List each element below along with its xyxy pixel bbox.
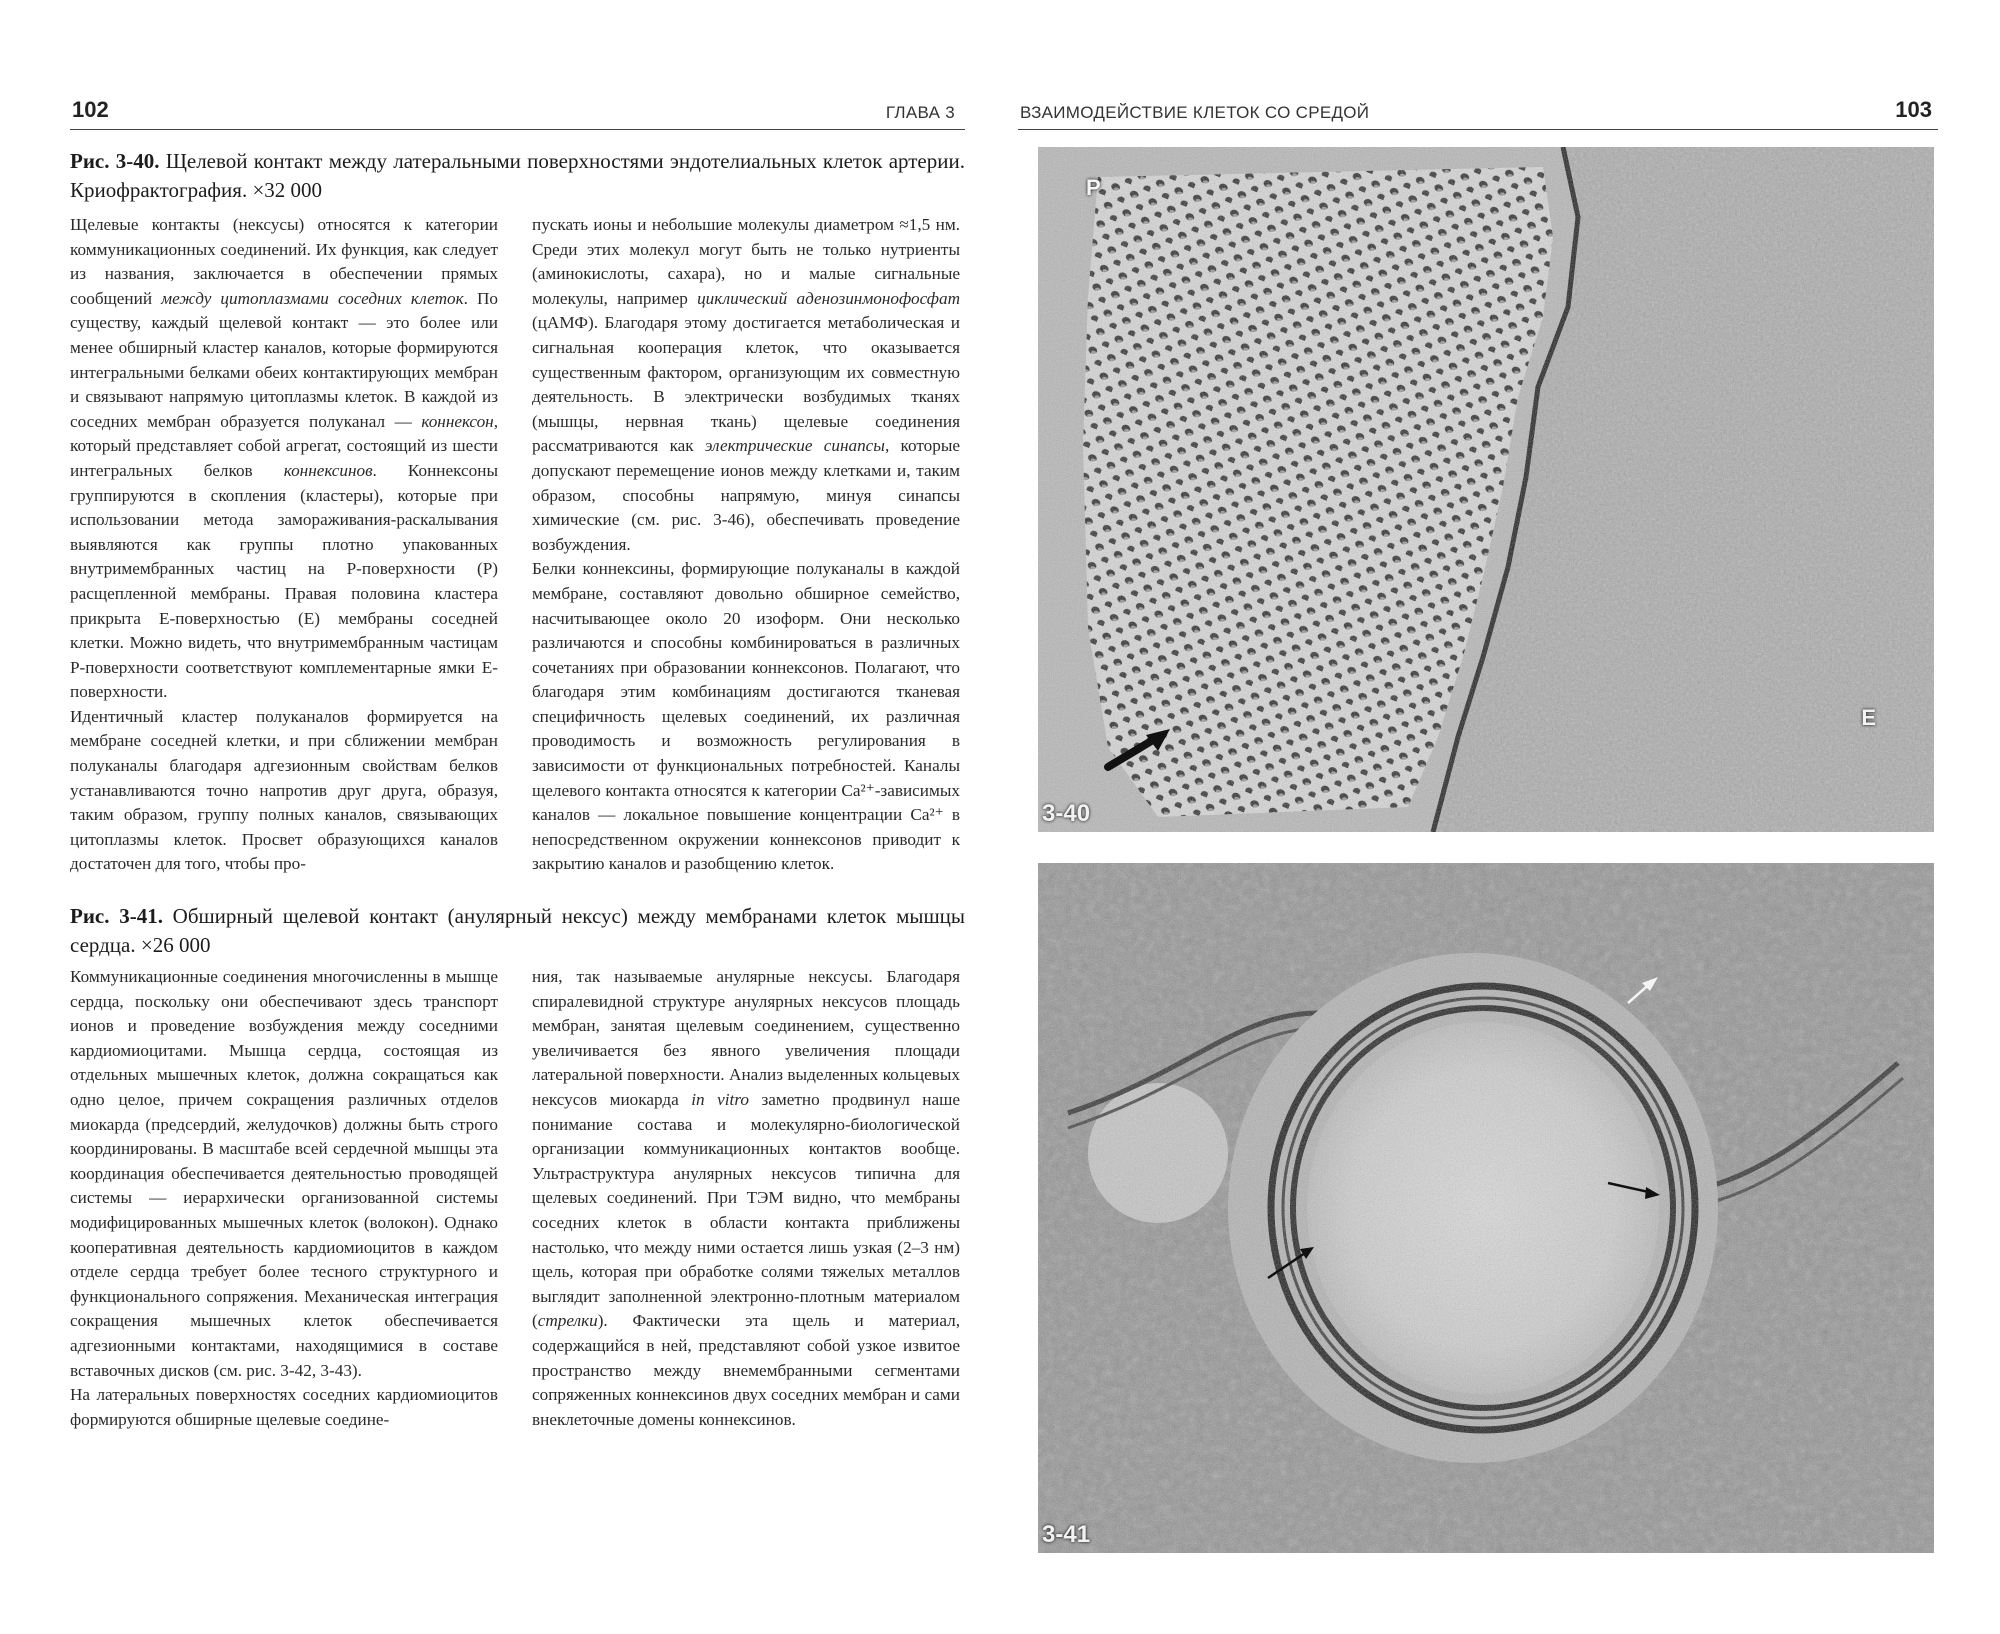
figure-number-label: 3-41	[1042, 1521, 1091, 1548]
running-head-left	[70, 95, 965, 130]
caption-text: Обширный щелевой контакт (анулярный нексус) между мембранами клеток мышцы сердца. ×26 000	[70, 904, 965, 957]
paragraph: Щелевые контакты (нексусы) относятся к категории коммуникационных соединений. Их функция, как следует из названия, заключается в обеспечении прямых сообщений между цитоплазмами соседних клеток. По существу, каждый щелевой контакт — это более или менее обширный кластер каналов, которые формируются интегральными белками обеих контактирующих мембран и связывают напрямую цитоплазмы клеток. В каждой из соседних мембран образуется полуканал — коннексон, который представляет собой агрегат, состоящий из шести интегральных белков коннексинов. Коннексоны группируются в скопления (кластеры), которые при использовании метода замораживания-раскалывания выявляются как группы плотно упакованных внутримембранных частиц на Р-поверхности (Р) расщепленной мембраны. Правая половина кластера прикрыта Е-поверхностью (Е) мембраны соседней клетки. Можно видеть, что внутримембранным частицам Р-поверхности соответствуют комплементарные ямки Е-поверхности.	[70, 215, 498, 702]
micrograph-3-40	[1038, 147, 1934, 832]
paragraph: На латеральных поверхностях соседних кардиомиоцитов формируются обширные щелевые соедине-	[70, 1385, 498, 1429]
text-column-d	[532, 965, 960, 1432]
page-number-right: 103	[1895, 97, 1932, 122]
text-column-a	[70, 213, 498, 877]
figure-caption-3-41	[70, 902, 965, 960]
text-column-c	[70, 965, 498, 1432]
paragraph: Белки коннексины, формирующие полуканалы в каждой мембране, составляют довольно обширное семейство, насчитывающее около 20 изоформ. Они несколько различаются и способны комбинироваться в различных сочетаниях при образовании коннексонов. Полагают, что благодаря этим комбинациям достигаются тканевая специфичность щелевых соединений, их различная проводимость и возможность регулирования в зависимости от функциональных потребностей. Каналы щелевого контакта относятся к категории Са²⁺-зависимых каналов — локальное повышение концентрации Са²⁺ в непосредственном окружении коннексонов приводит к закрытию каналов и разобщению клеток.	[532, 559, 960, 874]
paragraph: ния, так называемые анулярные нексусы. Благодаря спиралевидной структуре анулярных нексусов площадь мембран, занятая щелевым соединением, существенно увеличивается без явного увеличения площади латеральной поверхности. Анализ выделенных кольцевых нексусов миокарда in vitro заметно продвинул наше понимание состава и молекулярно-биологической организации коммуникационных контактов вообще. Ультраструктура анулярных нексусов типична для щелевых соединений. При ТЭМ видно, что мембраны соседних клеток в области контакта приближены настолько, что между ними остается лишь узкая (2–3 нм) щель, которая при обработке солями тяжелых металлов выглядит заполненной электронно-плотным материалом (стрелки). Фактически эта щель и материал, содержащийся в ней, представляют собой узкое извитое пространство между внемембранными сегментами сопряженных коннексинов двух соседних мембран и сами внеклеточные домены коннексинов.	[532, 967, 960, 1429]
surface-label-p: P	[1086, 175, 1101, 200]
freeze-fracture-image	[1038, 147, 1934, 832]
micrograph-3-41	[1038, 863, 1934, 1553]
running-head-right	[1018, 95, 1938, 130]
right-page	[1018, 95, 1938, 1615]
paragraph: Коммуникационные соединения многочисленны в мышце сердца, поскольку они обеспечивают здесь транспорт ионов и проведение возбуждения между соседними кардиомиоцитами. Мышца сердца, состоящая из отдельных мышечных клеток, должна сокращаться как одно целое, причем сокращения различных отделов миокарда (предсердий, желудочков) должны быть строго координированы. В масштабе всей сердечной мышцы эта координация обеспечивается деятельностью проводящей системы — иерархически организованной системы модифицированных мышечных клеток (волокон). Однако кооперативная деятельность кардиомиоцитов в каждом отделе сердца требует более тесного структурного и функционального сопряжения. Механическая интеграция сокращения мышечных клеток обеспечивается адгезионными контактами, находящимися в составе вставочных дисков (см. рис. 3-42, 3-43).	[70, 967, 498, 1380]
figure-number-label: 3-40	[1042, 800, 1091, 827]
text-column-b	[532, 213, 960, 877]
tem-image	[1038, 863, 1934, 1553]
figure-caption-3-40	[70, 147, 965, 205]
chapter-title: ГЛАВА 3	[885, 103, 955, 122]
page-number-left: 102	[72, 97, 109, 122]
caption-text: Щелевой контакт между латеральными поверхностями эндотелиальных клеток артерии. Криофрактография. ×32 000	[70, 149, 965, 202]
paragraph: пускать ионы и небольшие молекулы диаметром ≈1,5 нм. Среди этих молекул могут быть не только нутриенты (аминокислоты, сахара), но и малые сигнальные молекулы, например циклический аденозинмонофосфат (цАМФ). Благодаря этому достигается метаболическая и сигнальная кооперация клеток, что оказывается существенным фактором, организующим их совместную деятельность. В электрически возбудимых тканях (мышцы, нервная ткань) щелевые соединения рассматриваются как электрические синапсы, которые допускают перемещение ионов между клетками и, таким образом, способны напрямую, минуя синапсы химические (см. рис. 3-46), обеспечивать проведение возбуждения.	[532, 215, 960, 554]
surface-label-e: E	[1861, 705, 1876, 730]
left-page	[70, 95, 965, 1615]
paragraph: Идентичный кластер полуканалов формируется на мембране соседней клетки, и при сближении мембран полуканалы благодаря адгезионным свойствам белков устанавливаются точно напротив друг друга, образуя, таким образом, группу полных каналов, связывающих цитоплазмы клеток. Просвет образующихся каналов достаточен для того, чтобы про-	[70, 706, 498, 874]
caption-label: Рис. 3-40.	[70, 149, 160, 173]
caption-label: Рис. 3-41.	[70, 904, 163, 928]
section-title: ВЗАИМОДЕЙСТВИЕ КЛЕТОК СО СРЕДОЙ	[1020, 103, 1370, 122]
